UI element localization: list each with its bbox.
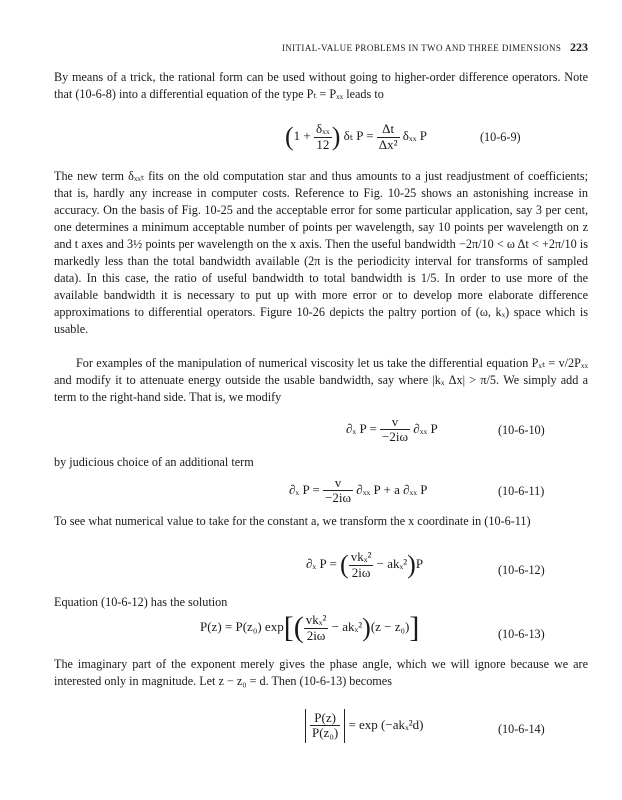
paragraph-1: By means of a trick, the rational form can be used without going to higher-order difference operators. Note that (10-6-8) into a differential equation of the type Pₜ = Pₓₓ leads to	[54, 70, 588, 101]
equation-10-6-13: P(z) = P(z₀) exp[( $\frac{\text{vkₓ²}}{2i\omega}$ − akₓ²)(z − z₀)]	[200, 611, 420, 644]
paragraph-5: To see what numerical value to take for the constant a, we transform the x coordinate in (10-6-11)	[54, 514, 531, 528]
equation-10-6-10: ∂ₓ P = $\frac{v}{-2i\omega}$ ∂ₓₓ P	[346, 414, 438, 445]
equation-number: (10-6-9)	[480, 130, 521, 144]
equation-10-6-9: (1 + $\frac{\text{δₓₓ}}{12}$ ) δₜ P = $\frac{\Delta t}{\text{Δx²}}$ δₓₓ P	[285, 121, 427, 152]
paragraph-6: Equation (10-6-12) has the solution	[54, 595, 228, 609]
paragraph-2: The new term δₓₓₜ fits on the old computation star and thus amounts to a just readjustment of coefficients; that is, hardly any increase in computer costs. Reference to Fig. 10-25 shows an astonishing increase in accuracy. On the basis of Fig. 10-25 and the acceptable error for some particular application, say 3 per cent, one determines a minimum acceptable number of points per wavelength, say 10 points per wavelength on z and t axes and 3½ points per wavelength on the x axis. Then the useful bandwidth −2π/10 < ω Δt < +2π/10 is markedly less than the total bandwidth available (2π is the periodicity interval for transforms of sampled data). In this case, the ratio of useful bandwidth to total bandwidth is 1/5. In order to use more of the available bandwidth it is necessary to put up with more error or to develop more elaborate difference approximations to differential operators. Figure 10-26 depicts the paltry portion of (ω, kₓ) space which is usable.	[54, 169, 588, 336]
fraction: $\frac{\text{δₓₓ}}{12}$	[316, 121, 330, 152]
equation-number: (10-6-11)	[498, 484, 545, 498]
paragraph-4: by judicious choice of an additional term	[54, 455, 254, 469]
paragraph-7: The imaginary part of the exponent merely gives the phase angle, which we will ignore because we are interested only in magnitude. Let z − z₀ = d. Then (10-6-13) becomes	[54, 657, 588, 688]
equation-number: (10-6-13)	[498, 627, 545, 641]
equation-number: (10-6-12)	[498, 563, 545, 577]
page-number: 223	[570, 40, 588, 54]
equation-number: (10-6-10)	[498, 423, 545, 437]
fraction: $\frac{\text{vkₓ²}}{2i\omega}$	[305, 612, 327, 643]
equation-number: (10-6-14)	[498, 722, 545, 736]
equation-10-6-14: $\frac{P(z)}{\text{P(z₀)}}$ = exp (−akₓ²d)	[305, 709, 423, 743]
fraction: $\frac{\Delta t}{\text{Δx²}}$	[378, 121, 398, 152]
fraction: $\frac{v}{-2i\omega}$	[325, 475, 352, 506]
fraction: $\frac{v}{-2i\omega}$	[382, 414, 409, 445]
equation-10-6-12: ∂ₓ P = ( $\frac{\text{vkₓ²}}{2i\omega}$ − akₓ²)P	[306, 549, 424, 580]
fraction: $\frac{\text{vkₓ²}}{2i\omega}$	[350, 549, 372, 580]
running-header	[0, 40, 588, 55]
equation-10-6-11: ∂ₓ P = $\frac{v}{-2i\omega}$ ∂ₓₓ P + a ∂ₓₓ P	[289, 475, 428, 506]
fraction: $\frac{P(z)}{\text{P(z₀)}}$	[312, 710, 339, 741]
running-title: INITIAL-VALUE PROBLEMS IN TWO AND THREE DIMENSIONS	[281, 43, 562, 53]
absolute-value	[305, 709, 345, 743]
paragraph-3: For examples of the manipulation of numerical viscosity let us take the differential equation Pₓₜ = v/2Pₓₓ and modify it to attenuate energy outside the usable bandwidth, say where |kₓ Δx| > π/5. We simply add a term to the right-hand side. That is, we modify	[54, 356, 588, 404]
